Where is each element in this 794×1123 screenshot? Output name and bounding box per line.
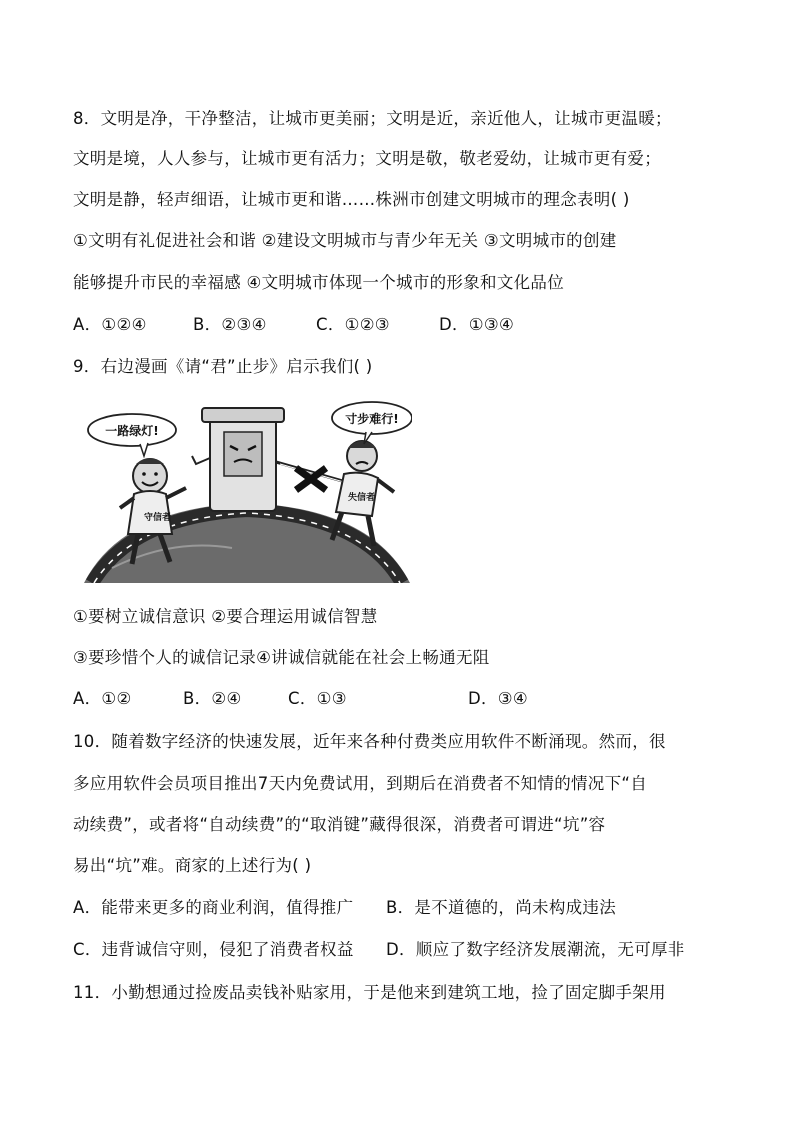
cartoon-illustration <box>82 398 412 583</box>
right-bubble-text: 寸步难行! <box>345 412 399 426</box>
q10-stem-line-4: 易出“坑”难。商家的上述行为( ) <box>73 856 312 875</box>
q10-stem-line-1: 10．随着数字经济的快速发展，近年来各种付费类应用软件不断涌现。然而，很 <box>73 732 666 751</box>
q8-option-c: C．①②③ <box>316 315 390 334</box>
right-shirt-label: 失信者 <box>348 493 376 503</box>
left-shirt-label: 守信者 <box>144 513 172 523</box>
left-person-head <box>133 459 167 493</box>
q8-stem-line-1: 8．文明是净，干净整洁，让城市更美丽；文明是近，亲近他人，让城市更温暖； <box>73 109 672 128</box>
q9-stem: 9．右边漫画《请“君”止步》启示我们( ) <box>73 357 373 376</box>
q8-option-d: D．①③④ <box>439 315 515 334</box>
q8-statement-line-2: 能够提升市民的幸福感 ④文明城市体现一个城市的形象和文化品位 <box>73 273 565 292</box>
q9-statement-line-2: ③要珍惜个人的诚信记录④讲诚信就能在社会上畅通无阻 <box>73 648 490 667</box>
left-bubble-text: 一路绿灯! <box>105 424 159 438</box>
q9-option-d: D．③④ <box>468 689 528 708</box>
q9-option-a: A．①② <box>73 689 132 708</box>
q8-stem-line-3: 文明是静，轻声细语，让城市更和谐……株洲市创建文明城市的理念表明( ) <box>73 190 630 209</box>
q8-statement-line-1: ①文明有礼促进社会和谐 ②建设文明城市与青少年无关 ③文明城市的创建 <box>73 231 617 250</box>
q10-stem-line-2: 多应用软件会员项目推出7天内免费试用，到期后在消费者不知情的情况下“自 <box>73 774 648 793</box>
q9-statement-line-1: ①要树立诚信意识 ②要合理运用诚信智慧 <box>73 607 378 626</box>
q9-option-c: C．①③ <box>288 689 347 708</box>
q11-stem-line-1: 11．小勤想通过捡废品卖钱补贴家用，于是他来到建筑工地，捡了固定脚手架用 <box>73 983 666 1002</box>
q10-option-d: D．顺应了数字经济发展潮流，无可厚非 <box>386 940 685 959</box>
q9-option-b: B．②④ <box>183 689 242 708</box>
q8-option-b: B．②③④ <box>193 315 267 334</box>
q10-option-b: B．是不道德的，尚未构成违法 <box>386 898 617 917</box>
q8-option-a: A．①②④ <box>73 315 147 334</box>
q10-option-a: A．能带来更多的商业利润，值得推广 <box>73 898 354 917</box>
q8-stem-line-2: 文明是境，人人参与，让城市更有活力；文明是敬，敬老爱幼，让城市更有爱； <box>73 149 661 168</box>
q10-stem-line-3: 动续费”，或者将“自动续费”的“取消键”藏得很深，消费者可谓进“坑”容 <box>73 815 606 834</box>
q10-option-c: C．违背诚信守则，侵犯了消费者权益 <box>73 940 354 959</box>
